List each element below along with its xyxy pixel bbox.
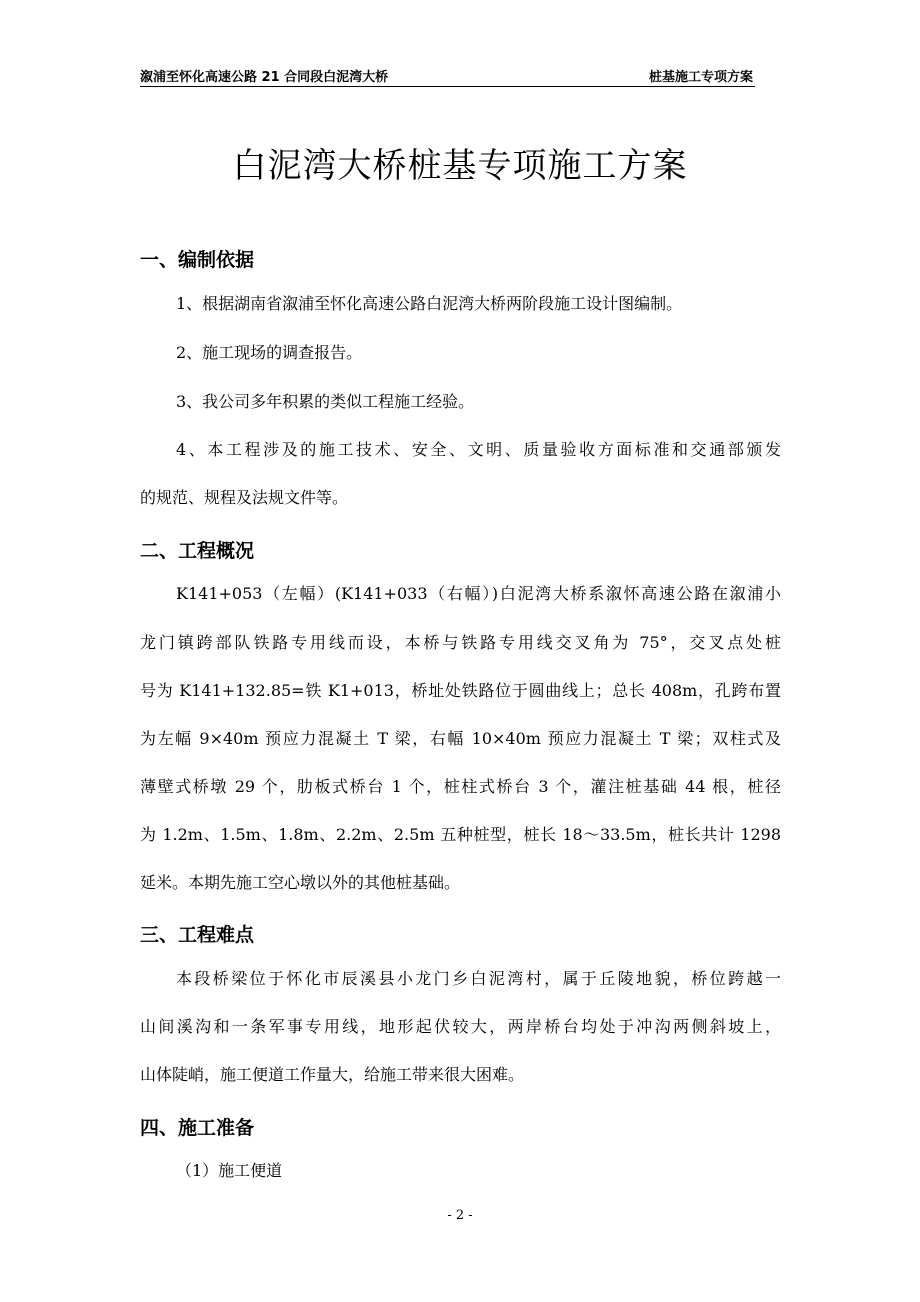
paragraph-line: K141+053（左幅）(K141+033（右幅）)白泥湾大桥系溆怀高速公路在溆浦小 xyxy=(176,584,781,603)
paragraph-line: 山体陡峭，施工便道工作量大，给施工带来很大困难。 xyxy=(140,1065,525,1084)
section-heading-construction-preparation: 四、施工准备 xyxy=(140,1117,255,1139)
header-project-name: 溆浦至怀化高速公路 21 合同段白泥湾大桥 xyxy=(140,70,389,85)
paragraph-line: 3、我公司多年积累的类似工程施工经验。 xyxy=(176,392,475,411)
paragraph-line: 号为 K141+132.85=铁 K1+013，桥址处铁路位于圆曲线上；总长 408m，孔跨布置 xyxy=(140,681,781,700)
paragraph-line: 薄壁式桥墩 29 个，肋板式桥台 1 个，桩柱式桥台 3 个，灌注桩基础 44 根，桩径 xyxy=(140,777,781,796)
header-document-type: 桩基施工专项方案 xyxy=(648,70,753,85)
section-heading-compilation-basis: 一、编制依据 xyxy=(140,249,255,271)
paragraph-line: 4、本工程涉及的施工技术、安全、文明、质量验收方面标准和交通部颁发 xyxy=(176,440,781,459)
section-heading-project-overview: 二、工程概况 xyxy=(140,540,255,562)
paragraph-line: 为 1.2m、1.5m、1.8m、2.2m、2.5m 五种桩型，桩长 18～33.5m，桩长共计 1298 xyxy=(140,825,781,844)
paragraph-line: 的规范、规程及法规文件等。 xyxy=(140,488,349,507)
paragraph-line: （1）施工便道 xyxy=(176,1161,283,1180)
paragraph-line: 本段桥梁位于怀化市辰溪县小龙门乡白泥湾村，属于丘陵地貌，桥位跨越一 xyxy=(176,969,781,988)
page-header xyxy=(140,64,755,87)
paragraph-line: 延米。本期先施工空心墩以外的其他桩基础。 xyxy=(140,873,461,892)
paragraph-line: 龙门镇跨部队铁路专用线而设，本桥与铁路专用线交叉角为 75°，交叉点处桩 xyxy=(140,633,781,652)
paragraph-line: 1、根据湖南省溆浦至怀化高速公路白泥湾大桥两阶段施工设计图编制。 xyxy=(176,294,683,313)
document-title: 白泥湾大桥桩基专项施工方案 xyxy=(232,146,688,186)
paragraph-line: 2、施工现场的调查报告。 xyxy=(176,343,363,362)
page-number: - 2 - xyxy=(447,1208,473,1223)
paragraph-line: 为左幅 9×40m 预应力混凝土 T 梁，右幅 10×40m 预应力混凝土 T 梁；双柱式及 xyxy=(140,729,781,748)
paragraph-line: 山间溪沟和一条军事专用线，地形起伏较大，两岸桥台均处于冲沟两侧斜坡上， xyxy=(140,1017,781,1036)
section-heading-project-difficulties: 三、工程难点 xyxy=(140,924,255,946)
